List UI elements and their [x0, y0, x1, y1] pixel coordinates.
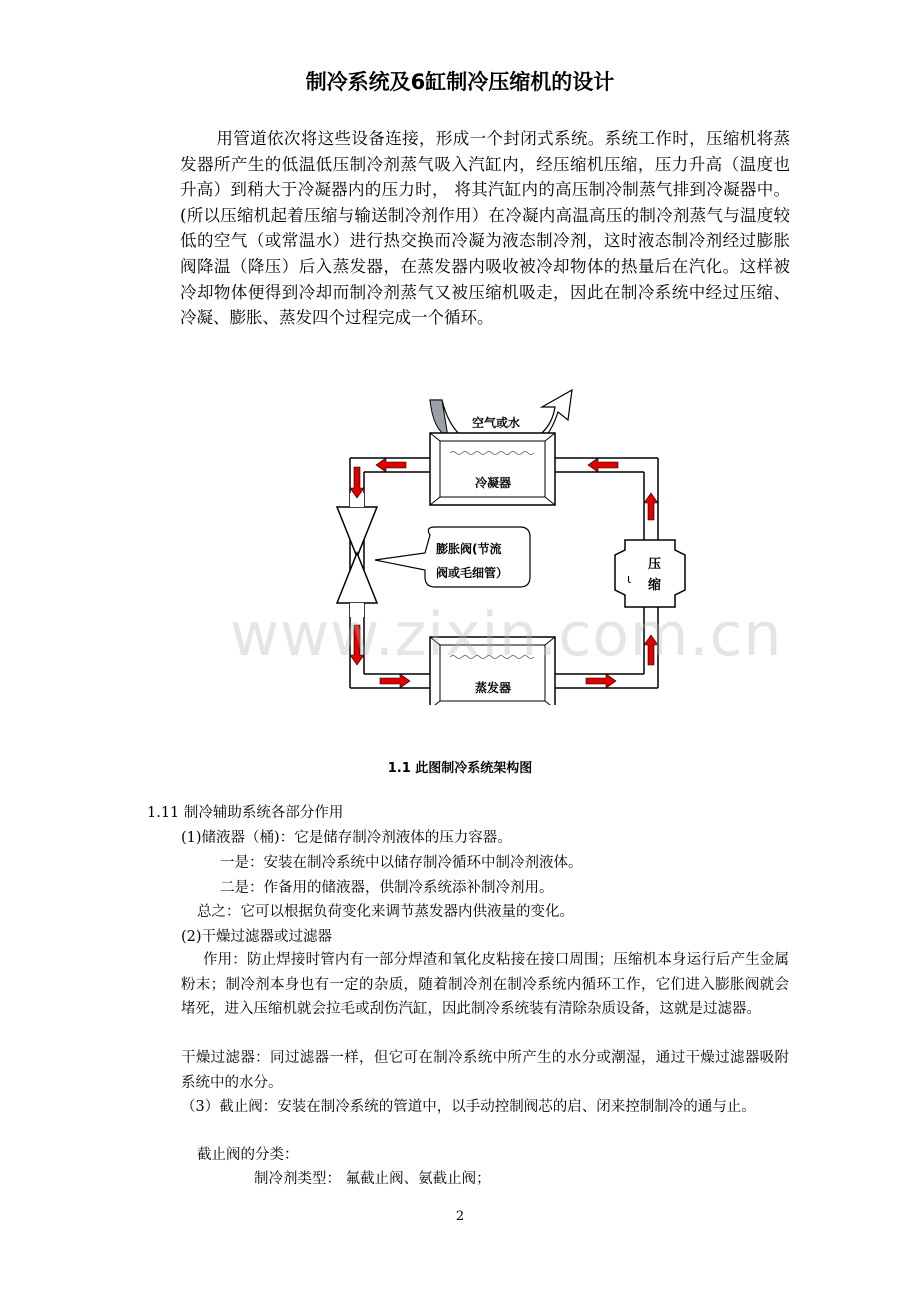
item-1-b: 二是：作备用的储液器，供制冷系统添补制冷剂用。	[220, 880, 554, 896]
item-1: (1)储液器（桶)：它是储存制冷剂液体的压力容器。	[181, 830, 512, 846]
compressor-symbol: ι	[627, 572, 632, 586]
document-title: 制冷系统及6缸制冷压缩机的设计	[305, 70, 615, 94]
figure-caption: 1.1 此图制冷系统架构图	[387, 761, 533, 776]
intro-paragraph	[180, 126, 790, 331]
condenser-label: 冷凝器	[475, 476, 512, 490]
valve-callout	[375, 527, 530, 587]
compressor-label-2: 缩	[648, 578, 662, 593]
watermark: www.zixin.com.cn	[230, 600, 783, 670]
section-heading: 1.11 制冷辅助系统各部分作用	[147, 805, 344, 821]
item-2: (2)干燥过滤器或过滤器	[181, 929, 333, 945]
item-3-class: 截止阀的分类：	[197, 1147, 299, 1163]
valve-label-1: 膨胀阀(节流	[436, 542, 502, 556]
item-1-summary: 总之：它可以根据负荷变化来调节蒸发器内供液量的变化。	[197, 904, 574, 920]
item-1-a: 一是：安装在制冷系统中以储存制冷循环中制冷剂液体。	[220, 855, 583, 871]
compressor	[615, 540, 685, 607]
arrow-right-bottom-2	[586, 674, 616, 688]
evaporator-label: 蒸发器	[475, 681, 512, 695]
item-3-type: 制冷剂类型： 氟截止阀、氨截止阀；	[254, 1171, 491, 1187]
condenser-box	[430, 433, 555, 505]
page-number: 2	[455, 1209, 465, 1224]
expansion-valve	[337, 493, 377, 617]
arrow-up-right-1	[644, 493, 658, 520]
item-2-text: 作用：防止焊接时管内有一部分焊渣和氧化皮粘接在接口周围；压缩机本身运行后产生金属粉末；制冷剂本身也有一定的杂质，随着制冷剂在制冷系统内循环工作，它们进入膨胀阀就会堵死，进入压缩机就会拉毛或刮伤汽缸，因此制冷系统装有清除杂质设备，这就是过滤器。	[181, 952, 789, 1017]
item-3: （3）截止阀：安装在制冷系统的管道中，以手动控制阀芯的启、闭来控制制冷的通与止。	[181, 1099, 756, 1115]
arrow-right-bottom-1	[380, 674, 410, 688]
compressor-label-1: 压	[648, 557, 662, 572]
arrow-left-top-2	[588, 458, 618, 472]
intro-text: 用管道依次将这些设备连接，形成一个封闭式系统。系统工作时，压缩机将蒸发器所产生的低温低压制冷剂蒸气吸入汽缸内，经压缩机压缩，压力升高（温度也升高）到稍大于冷凝器内的压力时， 将其汽缸内的高压制冷制蒸气排到冷凝器中。(所以压缩机起着压缩与输送制冷剂作用）在冷凝内高温高压的制冷剂蒸气与温度较低的空气（或常温水）进行热交换而冷凝为液态制冷剂，这时液态制冷剂经过膨胀阀降温（降压）后入蒸发器，在蒸发器内吸收被冷却物体的热量后在汽化。这样被冷却物体便得到冷却而制冷剂蒸气又被压缩机吸走，因此在制冷系统中经过压缩、冷凝、膨胀、蒸发四个过程完成一个循环。	[180, 129, 790, 328]
valve-label-2: 阀或毛细管）	[436, 566, 509, 580]
air-water-label: 空气或水	[472, 416, 521, 430]
arrow-left-top-1	[376, 458, 406, 472]
item-2-dry: 干燥过滤器：同过滤器一样，但它可在制冷系统中所产生的水分或潮湿，通过干燥过滤器吸附系统中的水分。	[181, 1050, 789, 1091]
